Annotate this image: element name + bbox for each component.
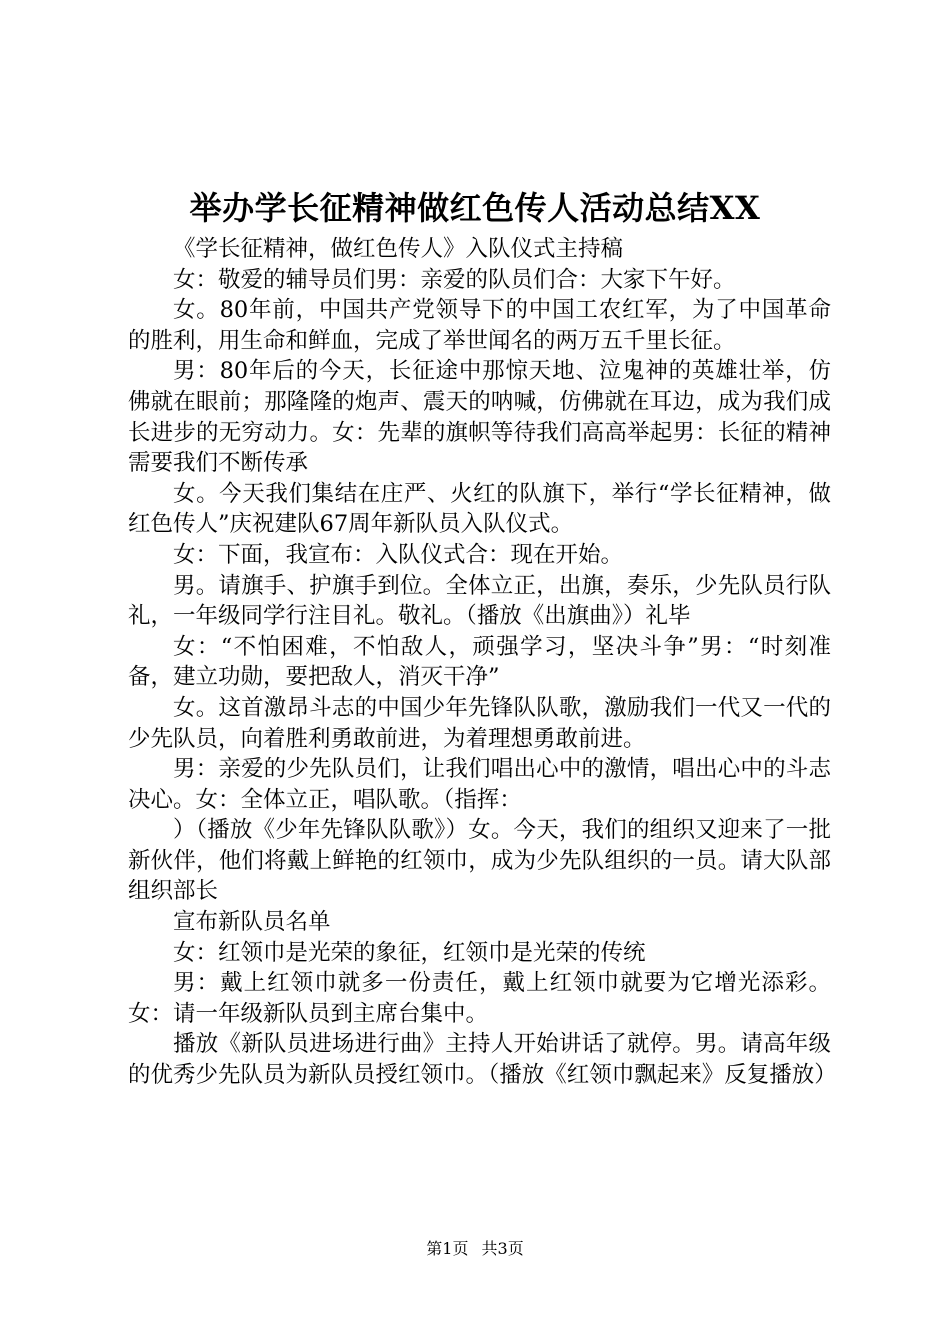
document-title: 举办学长征精神做红色传人活动总结XX <box>189 189 761 227</box>
paragraph: 宣布新队员名单 <box>173 909 331 936</box>
paragraph: 女：“不怕困难，不怕敌人，顽强学习，坚决斗争”男：“时刻准备，建立功勋，要把敌人，消灭干净” <box>128 633 831 691</box>
paragraph: 男：80年后的今天，长征途中那惊天地、泣鬼神的英雄壮举，仿佛就在眼前；那隆隆的炮声、震天的呐喊，仿佛就在耳边，成为我们成长进步的无穷动力。女：先辈的旗帜等待我们高高举起男：长征的精神需要我们不断传承 <box>128 358 831 477</box>
paragraph: 《学长征精神，做红色传人》入队仪式主持稿 <box>173 236 624 262</box>
page-total: 共3页 <box>481 1239 524 1258</box>
paragraph: 女。今天我们集结在庄严、火红的队旗下，举行“学长征精神，做红色传人”庆祝建队67周年新队员入队仪式。 <box>128 480 831 538</box>
paragraph: 播放《新队员进场进行曲》主持人开始讲话了就停。男。请高年级的优秀少先队员为新队员授红领巾。（播放《红领巾飘起来》反复播放） <box>128 1031 837 1089</box>
paragraph: 男。请旗手、护旗手到位。全体立正，出旗，奏乐，少先队员行队礼，一年级同学行注目礼。敬礼。（播放《出旗曲》）礼毕 <box>128 572 831 630</box>
page-number: 第1页 <box>426 1239 469 1258</box>
paragraph: 女。这首激昂斗志的中国少年先锋队队歌，激励我们一代又一代的少先队员，向着胜利勇敢前进，为着理想勇敢前进。 <box>128 694 831 752</box>
paragraph: ）（播放《少年先锋队队歌》）女。今天，我们的组织又迎来了一批新伙伴，他们将戴上鲜艳的红领巾，成为少先队组织的一员。请大队部组织部长 <box>128 817 831 905</box>
paragraph: 男：亲爱的少先队员们，让我们唱出心中的激情，唱出心中的斗志决心。女：全体立正，唱队歌。（指挥： <box>128 756 831 813</box>
paragraph: 女：下面，我宣布：入队仪式合：现在开始。 <box>173 541 624 568</box>
paragraph: 女：敬爱的辅导员们男：亲爱的队员们合：大家下午好。 <box>173 266 736 293</box>
paragraph: 男：戴上红领巾就多一份责任，戴上红领巾就要为它增光添彩。女：请一年级新队员到主席台集中。 <box>128 970 831 1027</box>
page-footer <box>0 1238 950 1260</box>
paragraph: 女：红领巾是光荣的象征，红领巾是光荣的传统 <box>173 939 646 966</box>
document-body <box>128 234 837 1091</box>
paragraph: 女。80年前，中国共产党领导下的中国工农红军，为了中国革命的胜利，用生命和鲜血，完成了举世闻名的两万五千里长征。 <box>128 297 831 354</box>
